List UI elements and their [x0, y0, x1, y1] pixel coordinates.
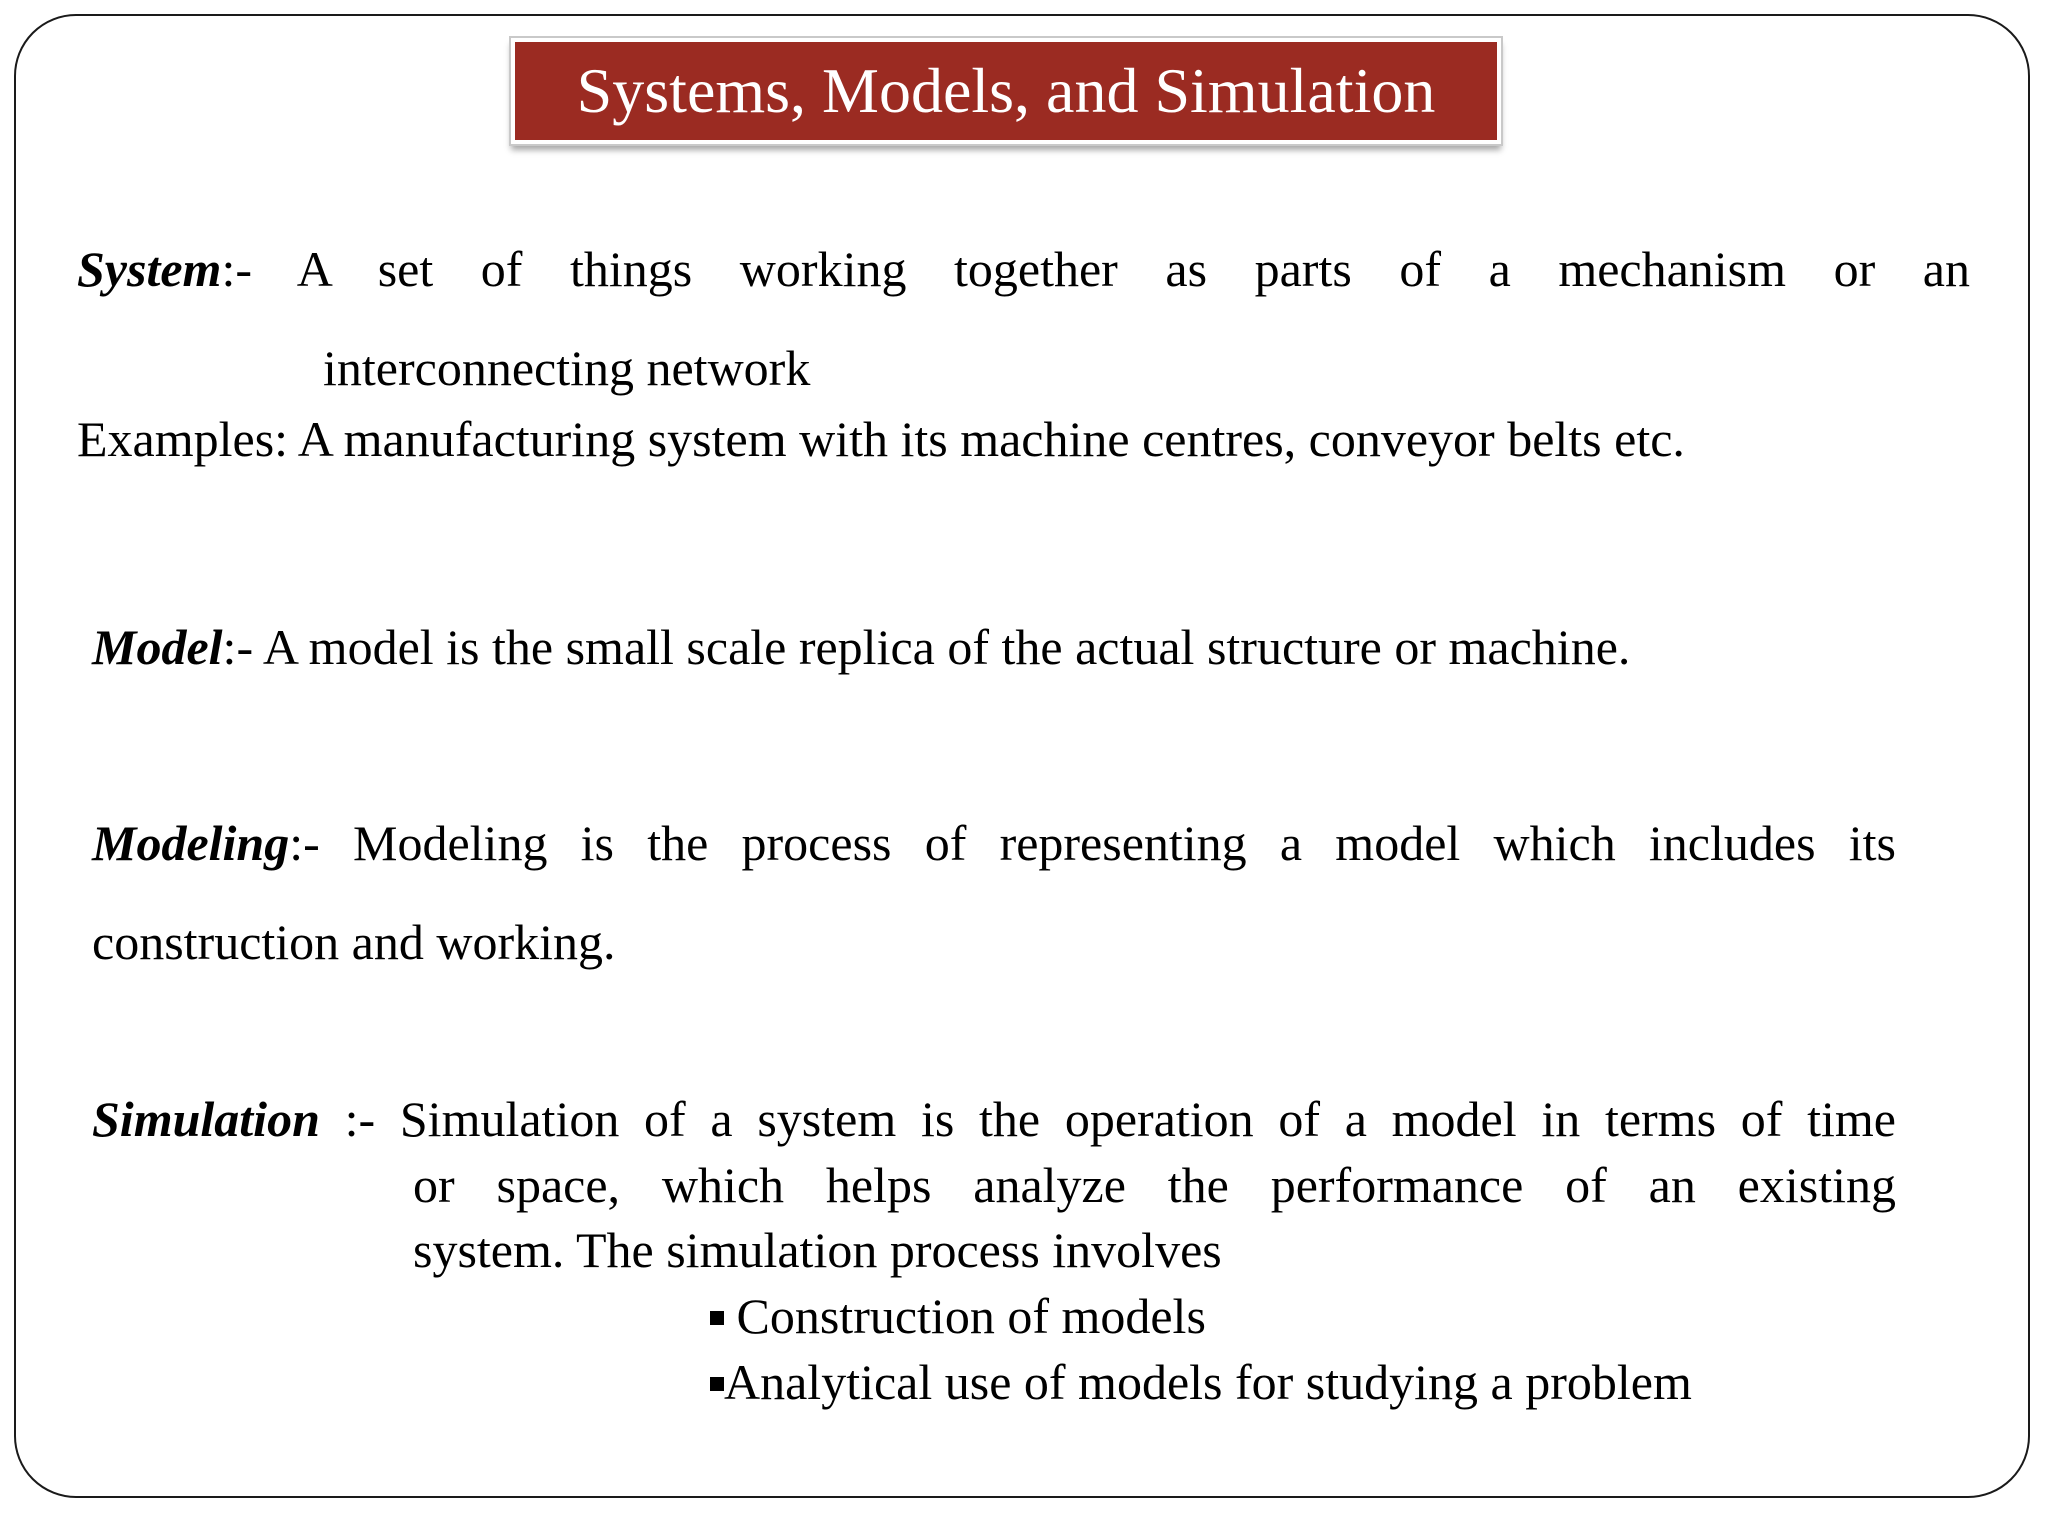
system-examples: Examples: A manufacturing system with its machine centres, conveyor belts etc.	[77, 411, 1685, 467]
bullet-text: Analytical use of models for studying a problem	[724, 1354, 1692, 1410]
modeling-definition-line1	[92, 815, 1896, 871]
simulation-definition-line2: or space, which helps analyze the performance of an existing	[413, 1157, 1896, 1213]
system-definition-text: :- A set of things working together as parts of a mechanism or an	[221, 241, 1970, 297]
simulation-bullet-item	[710, 1354, 1692, 1410]
simulation-bullet-item	[710, 1288, 1206, 1344]
simulation-definition-line1	[92, 1091, 1896, 1147]
system-definition-line2: interconnecting network	[323, 340, 811, 396]
modeling-definition-line2: construction and working.	[92, 914, 616, 970]
simulation-term: Simulation	[92, 1091, 320, 1147]
modeling-term: Modeling	[92, 815, 290, 871]
title-banner	[511, 38, 1501, 144]
system-definition-line1	[77, 241, 1970, 297]
square-bullet-icon	[710, 1377, 724, 1391]
model-definition	[92, 619, 1631, 675]
system-term: System	[77, 241, 222, 297]
bullet-text: Construction of models	[724, 1288, 1206, 1344]
simulation-definition-line3: system. The simulation process involves	[413, 1222, 1222, 1278]
square-bullet-icon	[710, 1311, 724, 1325]
modeling-definition-text: :- Modeling is the process of representing a model which includes its	[289, 815, 1896, 871]
simulation-definition-text: :- Simulation of a system is the operation of a model in terms of time	[319, 1091, 1896, 1147]
model-term: Model	[92, 619, 223, 675]
model-definition-text: :- A model is the small scale replica of the actual structure or machine.	[222, 619, 1631, 675]
slide-title: Systems, Models, and Simulation	[576, 55, 1436, 126]
